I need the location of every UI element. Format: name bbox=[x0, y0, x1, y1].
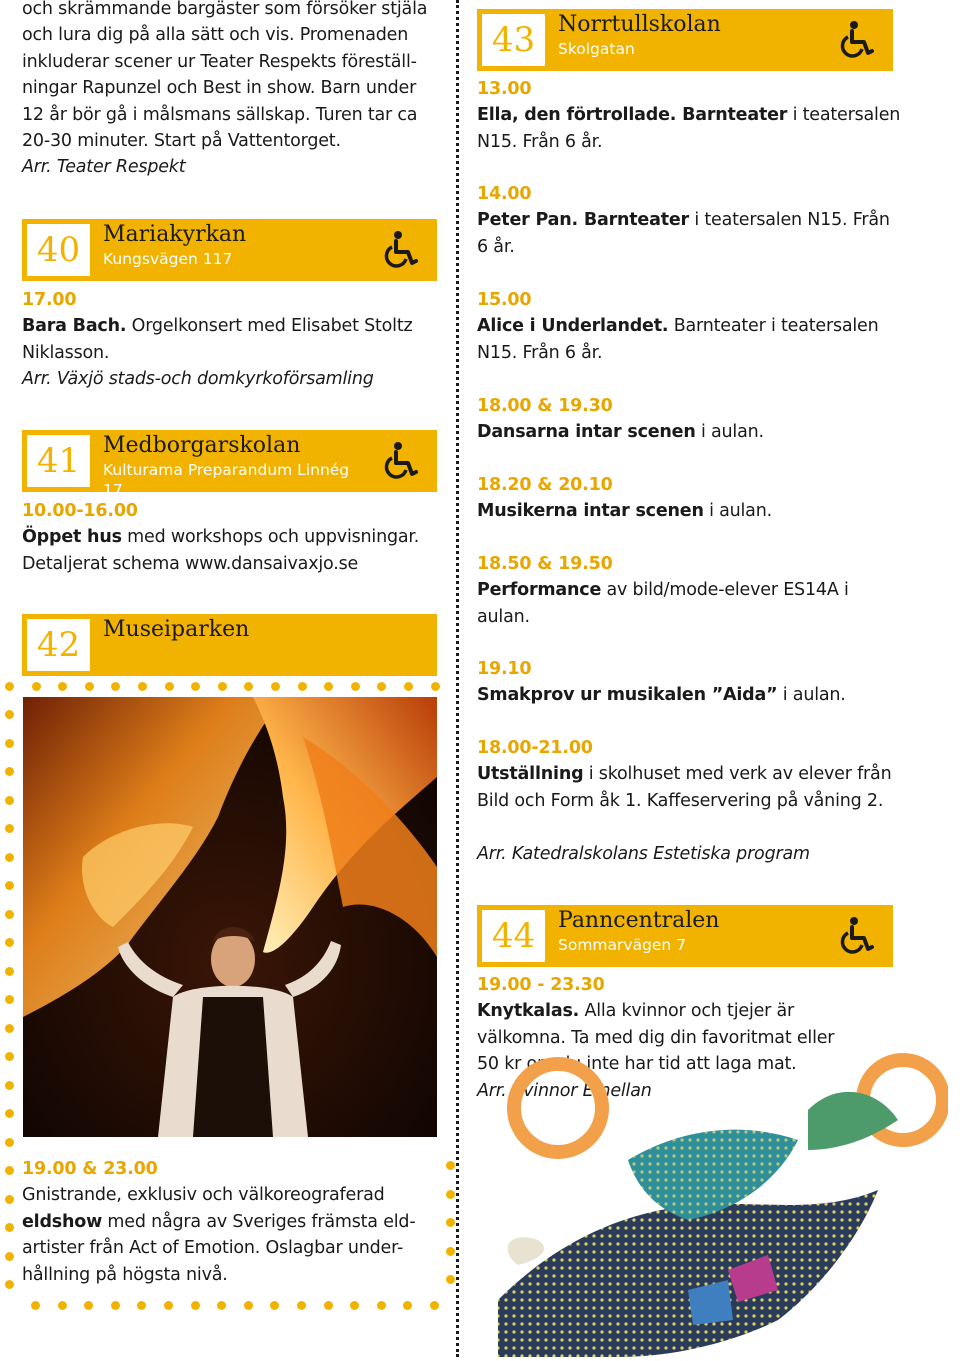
wheelchair-icon bbox=[373, 219, 429, 281]
fire-performer-photo bbox=[23, 697, 437, 1137]
event-title: Knytkalas. bbox=[477, 1001, 580, 1022]
event-description: Bild och Form åk 1. Kaffeservering på våning 2. bbox=[477, 790, 884, 811]
event-title: Öppet hus bbox=[22, 527, 122, 548]
decorative-dot bbox=[85, 682, 94, 691]
venue-header-43 bbox=[477, 9, 893, 71]
decorative-dot bbox=[5, 1138, 14, 1147]
decorative-dot bbox=[5, 938, 14, 947]
decorative-dot bbox=[446, 1275, 455, 1284]
decorative-dot bbox=[446, 1218, 455, 1227]
event-description: av bild/mode-elever ES14A i bbox=[601, 580, 849, 601]
decorative-dot bbox=[58, 1301, 67, 1310]
event-description: i teatersalen N15. Från bbox=[688, 210, 890, 231]
venue-number: 43 bbox=[482, 14, 545, 66]
venue-header-42 bbox=[22, 614, 437, 676]
event-title: Smakprov ur musikalen ”Aida” bbox=[477, 685, 778, 706]
event-description: i aulan. bbox=[777, 685, 846, 706]
event-description: N15. Från 6 år. bbox=[477, 131, 603, 152]
event-description: i aulan. bbox=[695, 422, 764, 443]
decorative-dot bbox=[5, 995, 14, 1004]
decorative-dot bbox=[58, 682, 67, 691]
event-time: 19.10 bbox=[477, 659, 532, 679]
venue-number: 42 bbox=[27, 619, 90, 671]
decorative-dot bbox=[5, 1024, 14, 1033]
decorative-dot bbox=[5, 767, 14, 776]
intro-line: inkluderar scener ur Teater Respekts föreställ- bbox=[22, 51, 417, 72]
decorative-dot bbox=[165, 682, 174, 691]
decorative-dot bbox=[32, 682, 41, 691]
venue-name: Mariakyrkan bbox=[103, 222, 247, 247]
event-description: Barnteater i teatersalen bbox=[668, 316, 879, 337]
decorative-dot bbox=[84, 1301, 93, 1310]
event-description: Detaljerat schema www.dansaivaxjo.se bbox=[22, 553, 359, 574]
event-description: Niklasson. bbox=[22, 342, 110, 363]
decorative-dot bbox=[138, 682, 147, 691]
event-time: 18.00-21.00 bbox=[477, 738, 593, 758]
intro-line: 12 år bör gå i målsmans sällskap. Turen tar ca bbox=[22, 104, 418, 125]
decorative-dot bbox=[350, 1301, 359, 1310]
decorative-dot bbox=[5, 910, 14, 919]
venue-header-40 bbox=[22, 219, 437, 281]
decorative-dot bbox=[446, 1161, 455, 1170]
venue-header-44 bbox=[477, 905, 893, 967]
event-item bbox=[477, 76, 937, 155]
decorative-dot bbox=[5, 710, 14, 719]
event-item bbox=[477, 735, 937, 814]
event-description: i skolhuset med verk av elever från bbox=[583, 764, 892, 785]
venue-header-41 bbox=[22, 430, 437, 499]
intro-text bbox=[22, 0, 452, 181]
event-description: välkomna. Ta med dig din favoritmat eller bbox=[477, 1027, 835, 1048]
event-description: med workshops och uppvisningar. bbox=[121, 527, 420, 548]
event-category: Barnteater bbox=[676, 105, 788, 126]
event-title: Alice i Underlandet. bbox=[477, 316, 669, 337]
wheelchair-icon bbox=[373, 430, 429, 492]
decorative-dot bbox=[218, 682, 227, 691]
decorative-dot bbox=[298, 682, 307, 691]
event-description: N15. Från 6 år. bbox=[477, 342, 603, 363]
event-title: Bara Bach. bbox=[22, 316, 127, 337]
decorative-dot bbox=[5, 682, 14, 691]
event-arr: Arr. Katedralskolans Estetiska program bbox=[477, 844, 810, 864]
decorative-dot bbox=[5, 1252, 14, 1261]
venue-40-events bbox=[22, 287, 452, 393]
event-time: 19.00 - 23.30 bbox=[477, 975, 605, 995]
decorative-dot bbox=[5, 1223, 14, 1232]
decorative-dot bbox=[324, 1301, 333, 1310]
decorative-dot bbox=[111, 682, 120, 691]
decorative-dot bbox=[270, 1301, 279, 1310]
event-description: med några av Sveriges främsta eld- bbox=[102, 1211, 416, 1232]
event-description: 6 år. bbox=[477, 236, 515, 257]
decorative-dot bbox=[5, 1280, 14, 1289]
intro-arr: Arr. Teater Respekt bbox=[22, 157, 186, 178]
venue-address: Kulturama Preparandum Linnég 17 bbox=[103, 461, 350, 499]
event-time: 14.00 bbox=[477, 184, 532, 204]
intro-line: och skrämmande bargäster som försöker stjäla bbox=[22, 0, 428, 19]
event-time: 15.00 bbox=[477, 290, 532, 310]
event-item bbox=[477, 181, 937, 260]
event-title: Utställning bbox=[477, 764, 584, 785]
decorative-dot bbox=[31, 1301, 40, 1310]
event-time: 17.00 bbox=[22, 290, 77, 310]
decorative-dot bbox=[297, 1301, 306, 1310]
decorative-dot bbox=[5, 796, 14, 805]
event-item bbox=[477, 287, 937, 366]
decorative-dot bbox=[244, 1301, 253, 1310]
venue-number: 44 bbox=[482, 910, 545, 962]
event-title: Dansarna intar scenen bbox=[477, 422, 696, 443]
decorative-dot bbox=[404, 682, 413, 691]
venue-number: 40 bbox=[27, 224, 90, 276]
venue-address: Kungsvägen 117 bbox=[103, 250, 233, 268]
event-description: 50 kr om du inte har tid att laga mat. bbox=[477, 1054, 797, 1075]
decorative-dot bbox=[446, 1190, 455, 1199]
event-description: hållning på högsta nivå. bbox=[22, 1264, 228, 1285]
venue-address: Skolgatan bbox=[558, 40, 635, 58]
event-time: 10.00-16.00 bbox=[22, 501, 138, 521]
venue-number: 41 bbox=[27, 435, 90, 487]
venue-address: Sommarvägen 7 bbox=[558, 936, 687, 954]
event-time: 19.00 & 23.00 bbox=[22, 1159, 158, 1179]
decorative-dot bbox=[431, 682, 440, 691]
event-description: i teatersalen bbox=[787, 105, 901, 126]
wheelchair-icon bbox=[829, 9, 885, 71]
decorative-dot bbox=[191, 682, 200, 691]
event-item bbox=[477, 393, 937, 446]
event-title: Performance bbox=[477, 580, 602, 601]
decorative-dot bbox=[430, 1301, 439, 1310]
event-arr: Arr. Kvinnor Emellan bbox=[477, 1080, 652, 1101]
decorative-dot bbox=[191, 1301, 200, 1310]
event-title: Musikerna intar scenen bbox=[477, 501, 704, 522]
event-item bbox=[477, 656, 937, 709]
event-item bbox=[477, 551, 937, 630]
event-title: Peter Pan. bbox=[477, 210, 578, 231]
venue-41-events bbox=[22, 498, 452, 577]
event-time: 13.00 bbox=[477, 79, 532, 99]
event-description: artister från Act of Emotion. Oslagbar under- bbox=[22, 1238, 404, 1259]
decorative-dot bbox=[5, 1166, 14, 1175]
decorative-dot bbox=[244, 682, 253, 691]
decorative-dot bbox=[5, 1109, 14, 1118]
decorative-dot bbox=[271, 682, 280, 691]
decorative-dot bbox=[446, 1247, 455, 1256]
venue-42-events bbox=[22, 1156, 452, 1288]
decorative-dot bbox=[217, 1301, 226, 1310]
event-description: Alla kvinnor och tjejer är bbox=[579, 1001, 795, 1022]
decorative-dot bbox=[377, 1301, 386, 1310]
event-arr: Arr. Växjö stads-och domkyrkoförsamling bbox=[22, 369, 374, 390]
intro-line: ningar Rapunzel och Best in show. Barn under bbox=[22, 78, 417, 99]
venue-name: Norrtullskolan bbox=[558, 12, 721, 37]
decorative-dot bbox=[5, 967, 14, 976]
event-time: 18.20 & 20.10 bbox=[477, 475, 613, 495]
decorative-dot bbox=[351, 682, 360, 691]
decorative-dot bbox=[5, 1195, 14, 1204]
event-title: Ella, den förtrollade. bbox=[477, 105, 677, 126]
decorative-dot bbox=[324, 682, 333, 691]
column-separator bbox=[456, 0, 459, 1357]
intro-line: och lura dig på alla sätt och vis. Promenaden bbox=[22, 25, 409, 46]
intro-line: 20-30 minuter. Start på Vattentorget. bbox=[22, 131, 341, 152]
event-category: Barnteater bbox=[577, 210, 689, 231]
wheelchair-icon bbox=[829, 905, 885, 967]
event-description: Gnistrande, exklusiv och välkoreograferad bbox=[22, 1185, 385, 1206]
decorative-dot bbox=[5, 1052, 14, 1061]
event-description: i aulan. bbox=[703, 501, 772, 522]
decorative-dot bbox=[164, 1301, 173, 1310]
decorative-dot bbox=[5, 853, 14, 862]
bird-illustration bbox=[478, 1040, 948, 1357]
decorative-dot bbox=[111, 1301, 120, 1310]
decorative-dot bbox=[403, 1301, 412, 1310]
event-item bbox=[477, 472, 937, 525]
event-time: 18.50 & 19.50 bbox=[477, 554, 613, 574]
decorative-dot bbox=[5, 739, 14, 748]
event-description: aulan. bbox=[477, 606, 530, 627]
venue-name: Museiparken bbox=[103, 617, 250, 642]
event-title: eldshow bbox=[22, 1211, 103, 1232]
venue-name: Medborgarskolan bbox=[103, 433, 301, 458]
decorative-dot bbox=[137, 1301, 146, 1310]
event-description: Orgelkonsert med Elisabet Stoltz bbox=[126, 316, 413, 337]
decorative-dot bbox=[5, 1081, 14, 1090]
decorative-dot bbox=[5, 881, 14, 890]
decorative-dot bbox=[5, 824, 14, 833]
decorative-dot bbox=[377, 682, 386, 691]
event-time: 18.00 & 19.30 bbox=[477, 396, 613, 416]
venue-name: Panncentralen bbox=[558, 908, 720, 933]
